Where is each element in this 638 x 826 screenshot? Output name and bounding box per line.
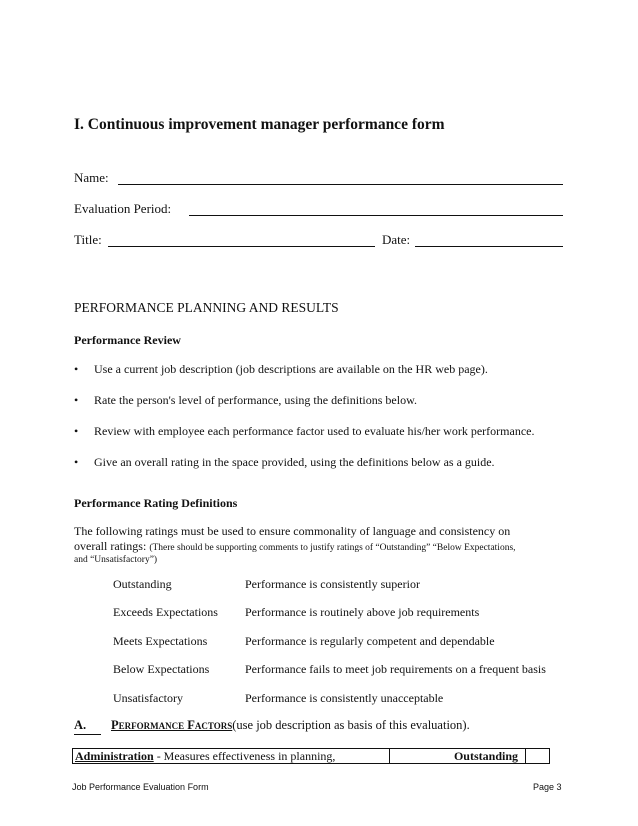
performance-factors-title: Performance Factors <box>111 718 233 732</box>
rating-checkbox[interactable] <box>525 749 550 763</box>
section-title: PERFORMANCE PLANNING AND RESULTS <box>74 300 339 315</box>
intro-line-2-note: (There should be supporting comments to justify ratings of “Outstanding” “Below Expectations, <box>149 543 516 553</box>
title-label: Title: <box>74 232 102 247</box>
form-title: I. Continuous improvement manager performance form <box>74 116 445 133</box>
footer-page-number: Page 3 <box>533 782 562 792</box>
bullet-icon: • <box>74 393 79 407</box>
list-item <box>74 455 495 470</box>
factor-cell <box>73 749 390 763</box>
footer-left: Job Performance Evaluation Form <box>72 782 209 792</box>
factor-name: Administration <box>75 749 154 763</box>
date-field-line[interactable] <box>415 246 563 247</box>
rating-term: Outstanding <box>113 577 172 591</box>
factor-description: - Measures effectiveness in planning, <box>156 749 336 763</box>
rating-definition: Performance is routinely above job requirements <box>245 605 480 619</box>
performance-review-heading: Performance Review <box>74 333 181 347</box>
rating-definition: Performance is consistently unacceptable <box>245 691 444 705</box>
bullet-text: Review with employee each performance factor used to evaluate his/her work performance. <box>94 424 535 438</box>
bullet-icon: • <box>74 455 79 469</box>
rating-cell: Outstanding <box>453 749 518 763</box>
evaluation-period-field-line[interactable] <box>189 215 563 216</box>
name-label: Name: <box>74 170 109 185</box>
rating-term: Unsatisfactory <box>113 691 183 705</box>
bullet-icon: • <box>74 424 79 438</box>
bullet-text: Give an overall rating in the space provided, using the definitions below as a guide. <box>94 455 495 469</box>
performance-factors-note: (use job description as basis of this evaluation). <box>232 718 470 732</box>
list-item <box>74 362 488 377</box>
intro-line-3: and “Unsatisfactory”) <box>74 555 158 565</box>
list-item <box>74 393 417 408</box>
date-label: Date: <box>382 232 411 247</box>
rating-term: Below Expectations <box>113 662 210 676</box>
rating-term: Exceeds Expectations <box>113 605 218 619</box>
performance-factors-heading <box>111 718 470 733</box>
title-field-line[interactable] <box>108 246 375 247</box>
performance-factor-table <box>72 748 550 764</box>
list-item <box>74 424 534 439</box>
name-field-line[interactable] <box>118 184 563 185</box>
intro-line-1: The following ratings must be used to ensure commonality of language and consistency on <box>74 524 511 538</box>
bullet-text: Use a current job description (job descriptions are available on the HR web page). <box>94 362 488 376</box>
intro-line-2 <box>74 539 516 554</box>
rating-definition: Performance is consistently superior <box>245 577 420 591</box>
bullet-text: Rate the person's level of performance, using the definitions below. <box>94 393 417 407</box>
intro-line-2-main: overall ratings: <box>74 539 147 553</box>
evaluation-period-label: Evaluation Period: <box>74 201 172 216</box>
rating-definition: Performance fails to meet job requirements on a frequent basis <box>245 662 546 676</box>
performance-factors-letter: A. <box>74 718 87 732</box>
bullet-icon: • <box>74 362 79 376</box>
rating-definition: Performance is regularly competent and dependable <box>245 634 495 648</box>
rating-term: Meets Expectations <box>113 634 208 648</box>
performance-factors-letter-underline <box>74 734 101 735</box>
rating-definitions-heading: Performance Rating Definitions <box>74 496 238 510</box>
